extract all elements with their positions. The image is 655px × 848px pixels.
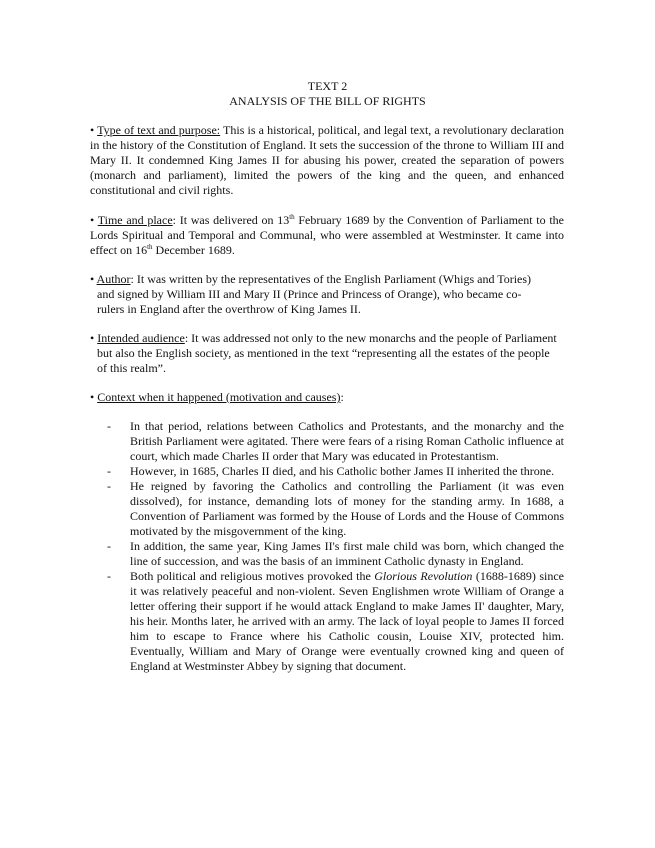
section-heading: Context when it happened (motivation and causes) xyxy=(97,390,341,404)
list-item xyxy=(107,569,564,674)
dash-marker: - xyxy=(107,539,111,553)
bullet: • xyxy=(90,390,95,404)
section-body: December 1689. xyxy=(152,243,235,257)
dash-marker: - xyxy=(107,419,111,433)
ordinal-suffix: th xyxy=(289,213,295,221)
list-item xyxy=(107,539,564,569)
ordinal-suffix: th xyxy=(147,243,153,251)
section-intended-audience xyxy=(90,331,557,376)
section-body: February 1689 by the Convention of Parliament to the Lords Spiritual and Temporal and Communal, who were assembled at Westminster. It came into effect on 16 xyxy=(90,213,565,257)
list-item-text: In addition, the same year, King James II's first male child was born, which changed the line of succession, and was the basis of an imminent Catholic dynasty in England. xyxy=(130,539,564,568)
section-heading: Type of text and purpose: xyxy=(97,123,221,137)
section-body: : It was addressed not only to the new monarchs and the people of Parliament but also the English society, as mentioned in the text “representing all the estates of the people of this realm”. xyxy=(97,331,557,375)
section-heading: Author xyxy=(96,272,131,286)
list-item xyxy=(107,419,564,464)
section-author xyxy=(90,272,547,317)
bullet: • xyxy=(90,331,95,345)
bullet: • xyxy=(90,272,95,286)
list-item-text: However, in 1685, Charles II died, and his Catholic bother James II inherited the throne. xyxy=(130,464,555,478)
section-context xyxy=(90,390,564,405)
bullet: • xyxy=(90,123,95,137)
document-title: ANALYSIS OF THE BILL OF RIGHTS xyxy=(229,94,426,108)
list-item xyxy=(107,479,564,539)
section-heading: Intended audience xyxy=(97,331,185,345)
list-item xyxy=(107,464,564,479)
bullet: • xyxy=(90,213,95,227)
glorious-revolution-term: Glorious Revolution xyxy=(374,569,473,583)
list-item-text: (1688-1689) since it was relatively peaceful and non-violent. Seven Englishmen wrote William of Orange a letter offering their support if he would attack England to make James II' daughter, Mary, his heir. Months later, he arrived with an army. The lack of loyal people to James II forced him to escape to France where his Catholic cousin, Louise XIV, protected him. Eventually, William and Mary of Orange were eventually crowned king and queen of England at Westminster Abbey by signing that document. xyxy=(130,569,564,673)
section-type-and-purpose xyxy=(90,123,564,198)
list-item-text: In that period, relations between Catholics and Protestants, and the monarchy and the British Parliament were agitated. There were fears of a rising Roman Catholic influence at court, which made Charles II order that Mary was educated in Protestantism. xyxy=(130,419,564,463)
context-list xyxy=(107,419,564,674)
list-item-text: He reigned by favoring the Catholics and controlling the Parliament (it was even dissolved), for instance, demanding lots of money for the standing army. In 1688, a Convention of Parliament was formed by the House of Lords and the House of Commons motivated by the misgovernment of the king. xyxy=(130,479,564,538)
section-heading-colon: : xyxy=(340,390,344,404)
dash-marker: - xyxy=(107,569,111,583)
list-item-text: Both political and religious motives provoked the xyxy=(130,569,375,583)
section-body: This is a historical, political, and legal text, a revolutionary declaration in the history of the Constitution of England. It sets the succession of the throne to William III and Mary II. It condemned King James II for abusing his power, created the separation of powers (monarch and parliament), limited the powers of the king and the queen, and enhanced constitutional and civil rights. xyxy=(90,123,564,197)
section-body: : It was delivered on 13 xyxy=(172,213,290,227)
section-heading: Time and place xyxy=(97,213,173,227)
dash-marker: - xyxy=(107,479,111,493)
section-time-and-place xyxy=(90,213,564,258)
document-title-number: TEXT 2 xyxy=(307,79,348,93)
dash-marker: - xyxy=(107,464,111,478)
section-body: : It was written by the representatives of the English Parliament (Whigs and Tories) and signed by William III and Mary II (Prince and Princess of Orange), who became co-rulers in England after the overthrow of King James II. xyxy=(97,272,532,316)
